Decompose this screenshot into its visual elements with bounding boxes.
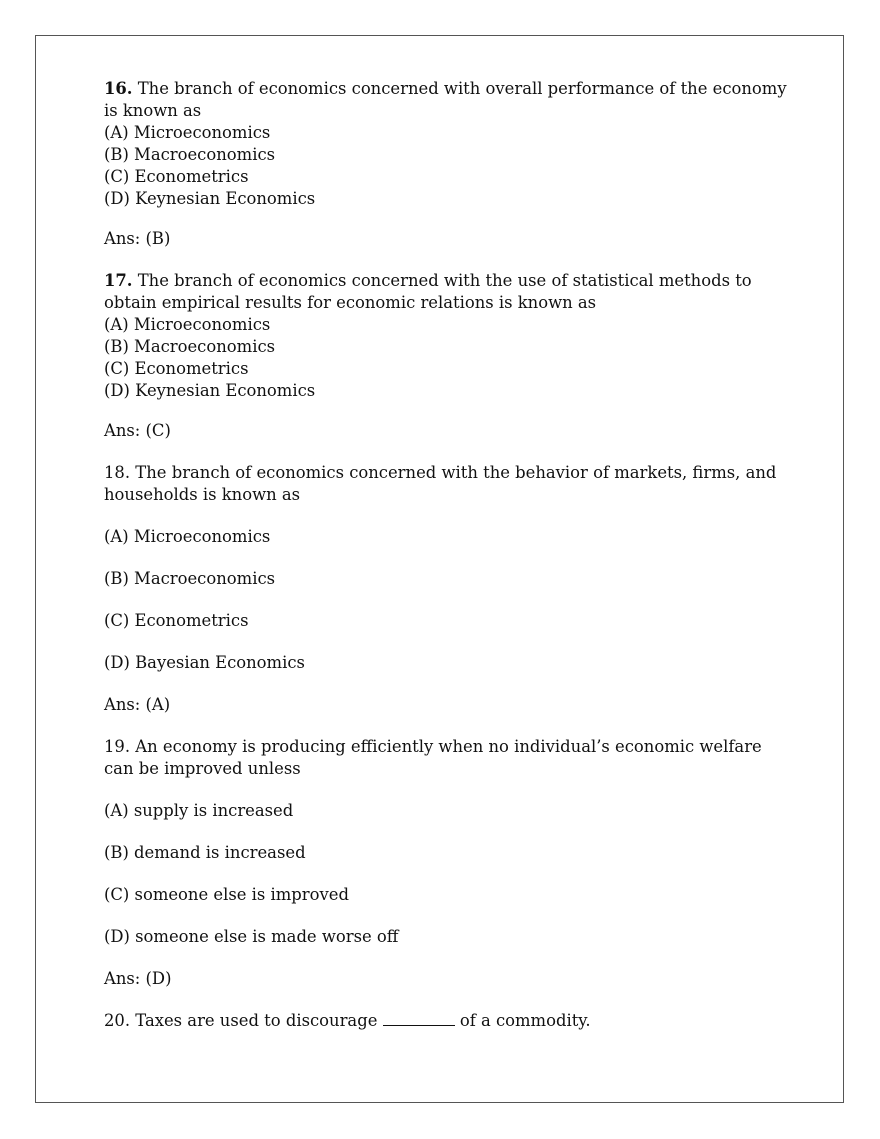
question-19-stem (104, 736, 794, 780)
question-19-number: 19. (104, 737, 131, 756)
question-20 (104, 1010, 794, 1032)
question-19-text: An economy is producing efficiently when no individual’s economic welfare can be improved unless (104, 737, 762, 778)
question-17-option-a: (A) Microeconomics (104, 315, 271, 334)
question-17-option-b: (B) Macroeconomics (104, 337, 276, 356)
question-18 (104, 462, 794, 716)
question-18-option-a: (A) Microeconomics (104, 527, 271, 546)
question-list (104, 78, 794, 1052)
question-17-answer: Ans: (C) (104, 421, 171, 440)
question-16-option-b: (B) Macroeconomics (104, 145, 276, 164)
question-16-number: 16. (104, 79, 133, 98)
question-16-option-a: (A) Microeconomics (104, 123, 271, 142)
question-19-option-a: (A) supply is increased (104, 801, 294, 820)
question-16-stem (104, 78, 794, 122)
question-16-answer: Ans: (B) (104, 229, 171, 248)
question-18-option-c: (C) Econometrics (104, 611, 249, 630)
question-19-option-b: (B) demand is increased (104, 843, 306, 862)
question-18-number: 18. (104, 463, 131, 482)
question-20-number: 20. (104, 1011, 131, 1030)
question-18-answer: Ans: (A) (104, 695, 171, 714)
question-16-option-c: (C) Econometrics (104, 167, 249, 186)
question-16 (104, 78, 794, 250)
question-16-text: The branch of economics concerned with overall performance of the economy is known as (104, 79, 787, 120)
question-19 (104, 736, 794, 990)
question-18-text: The branch of economics concerned with the behavior of markets, firms, and households is known as (104, 463, 777, 504)
question-20-text-after: of a commodity. (459, 1011, 591, 1030)
fill-in-blank (383, 1011, 455, 1026)
question-16-option-d: (D) Keynesian Economics (104, 189, 316, 208)
question-17-number: 17. (104, 271, 133, 290)
question-18-option-b: (B) Macroeconomics (104, 569, 276, 588)
question-19-option-c: (C) someone else is improved (104, 885, 349, 904)
question-18-option-d: (D) Bayesian Economics (104, 653, 305, 672)
question-19-answer: Ans: (D) (104, 969, 172, 988)
question-20-stem (104, 1010, 794, 1032)
question-17 (104, 270, 794, 442)
question-17-option-c: (C) Econometrics (104, 359, 249, 378)
question-17-option-d: (D) Keynesian Economics (104, 381, 316, 400)
question-19-option-d: (D) someone else is made worse off (104, 927, 399, 946)
question-17-stem (104, 270, 794, 314)
question-20-text-before: Taxes are used to discourage (135, 1011, 378, 1030)
question-18-stem (104, 462, 794, 506)
question-17-text: The branch of economics concerned with the use of statistical methods to obtain empirical results for economic relations is known as (104, 271, 752, 312)
